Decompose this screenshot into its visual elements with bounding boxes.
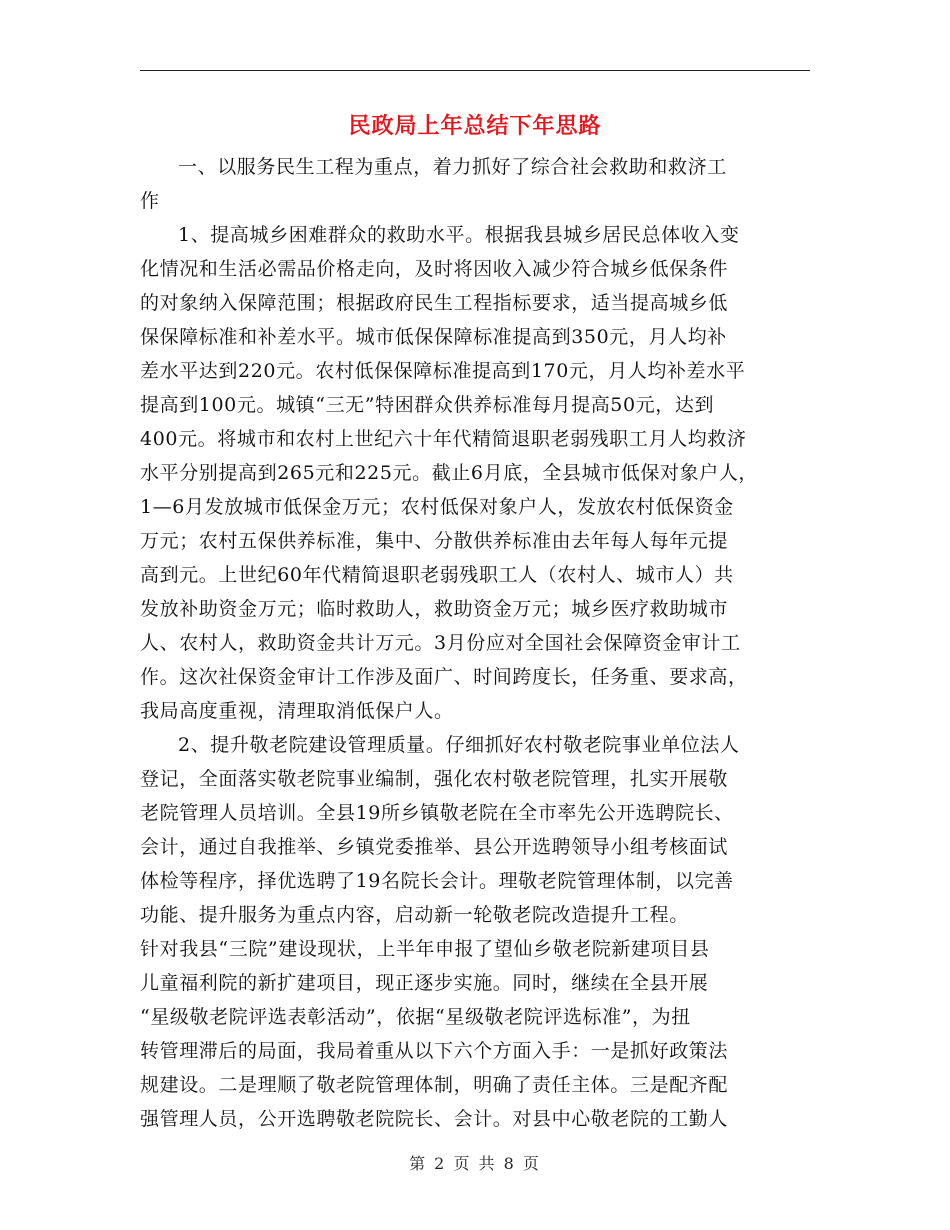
text-line: 一、以服务民生工程为重点，着力抓好了综合社会救助和救济工 (178, 156, 727, 178)
text-line: 差水平达到220元。农村低保保障标准提高到170元，月人均补差水平 (140, 360, 746, 382)
header-rule (140, 70, 810, 71)
text-line: 的对象纳入保障范围；根据政府民生工程指标要求，适当提高城乡低 (140, 292, 729, 314)
text-line: 提高到100元。城镇“三无”特困群众供养标准每月提高50元，达到 (140, 394, 715, 416)
text-line: 400元。将城市和农村上世纪六十年代精简退职老弱残职工月人均救济 (140, 428, 747, 450)
text-line: 1—6月发放城市低保金万元；农村低保对象户人，发放农村低保资金 (140, 496, 734, 518)
text-line: 功能、提升服务为重点内容，启动新一轮敬老院改造提升工程。 (140, 904, 689, 926)
text-line: 体检等程序，择优选聘了19名院长会计。理敬老院管理体制，以完善 (140, 870, 734, 892)
text-line: 1、提高城乡困难群众的救助水平。根据我县城乡居民总体收入变 (178, 224, 740, 246)
text-line: 针对我县“三院”建设现状，上半年申报了望仙乡敬老院新建项目县 (140, 938, 710, 960)
text-line: 老院管理人员培训。全县19所乡镇敬老院在全市率先公开选聘院长、 (140, 802, 734, 824)
text-line: 保保障标准和补差水平。城市低保保障标准提高到350元，月人均补 (140, 326, 727, 348)
text-line: 我局高度重视，清理取消低保户人。 (140, 700, 454, 722)
text-line: 会计，通过自我推举、乡镇党委推举、县公开选聘领导小组考核面试 (140, 836, 729, 858)
text-line: 作 (140, 190, 160, 212)
text-line: 万元；农村五保供养标准，集中、分散供养标准由去年每人每年元提 (140, 530, 729, 552)
text-line: 作。这次社保资金审计工作涉及面广、时间跨度长，任务重、要求高， (140, 666, 748, 688)
text-line: 水平分别提高到265元和225元。截止6月底，全县城市低保对象户人， (140, 462, 759, 484)
text-line: 高到元。上世纪60年代精简退职老弱残职工人（农村人、城市人）共 (140, 564, 734, 586)
text-line: 人、农村人，救助资金共计万元。3月份应对全国社会保障资金审计工 (140, 632, 741, 654)
text-line: 规建设。二是理顺了敬老院管理体制，明确了责任主体。三是配齐配 (140, 1074, 729, 1096)
page-footer: 第 2 页 共 8 页 (409, 1154, 541, 1173)
text-line: “星级敬老院评选表彰活动”，依据“星级敬老院评选标准”，为扭 (140, 1006, 691, 1028)
text-line: 2、提升敬老院建设管理质量。仔细抓好农村敬老院事业单位法人 (178, 734, 740, 756)
text-line: 发放补助资金万元；临时救助人，救助资金万元；城乡医疗救助城市 (140, 598, 729, 620)
text-line: 儿童福利院的新扩建项目，现正逐步实施。同时，继续在全县开展 (140, 972, 709, 994)
text-line: 登记，全面落实敬老院事业编制，强化农村敬老院管理，扎实开展敬 (140, 768, 729, 790)
text-line: 化情况和生活必需品价格走向，及时将因收入减少符合城乡低保条件 (140, 258, 729, 280)
text-line: 强管理人员，公开选聘敬老院院长、会计。对县中心敬老院的工勤人 (140, 1108, 729, 1130)
document-body (140, 150, 812, 1136)
text-line: 转管理滞后的局面，我局着重从以下六个方面入手：一是抓好政策法 (140, 1040, 729, 1062)
page-title: 民政局上年总结下年思路 (348, 113, 602, 139)
